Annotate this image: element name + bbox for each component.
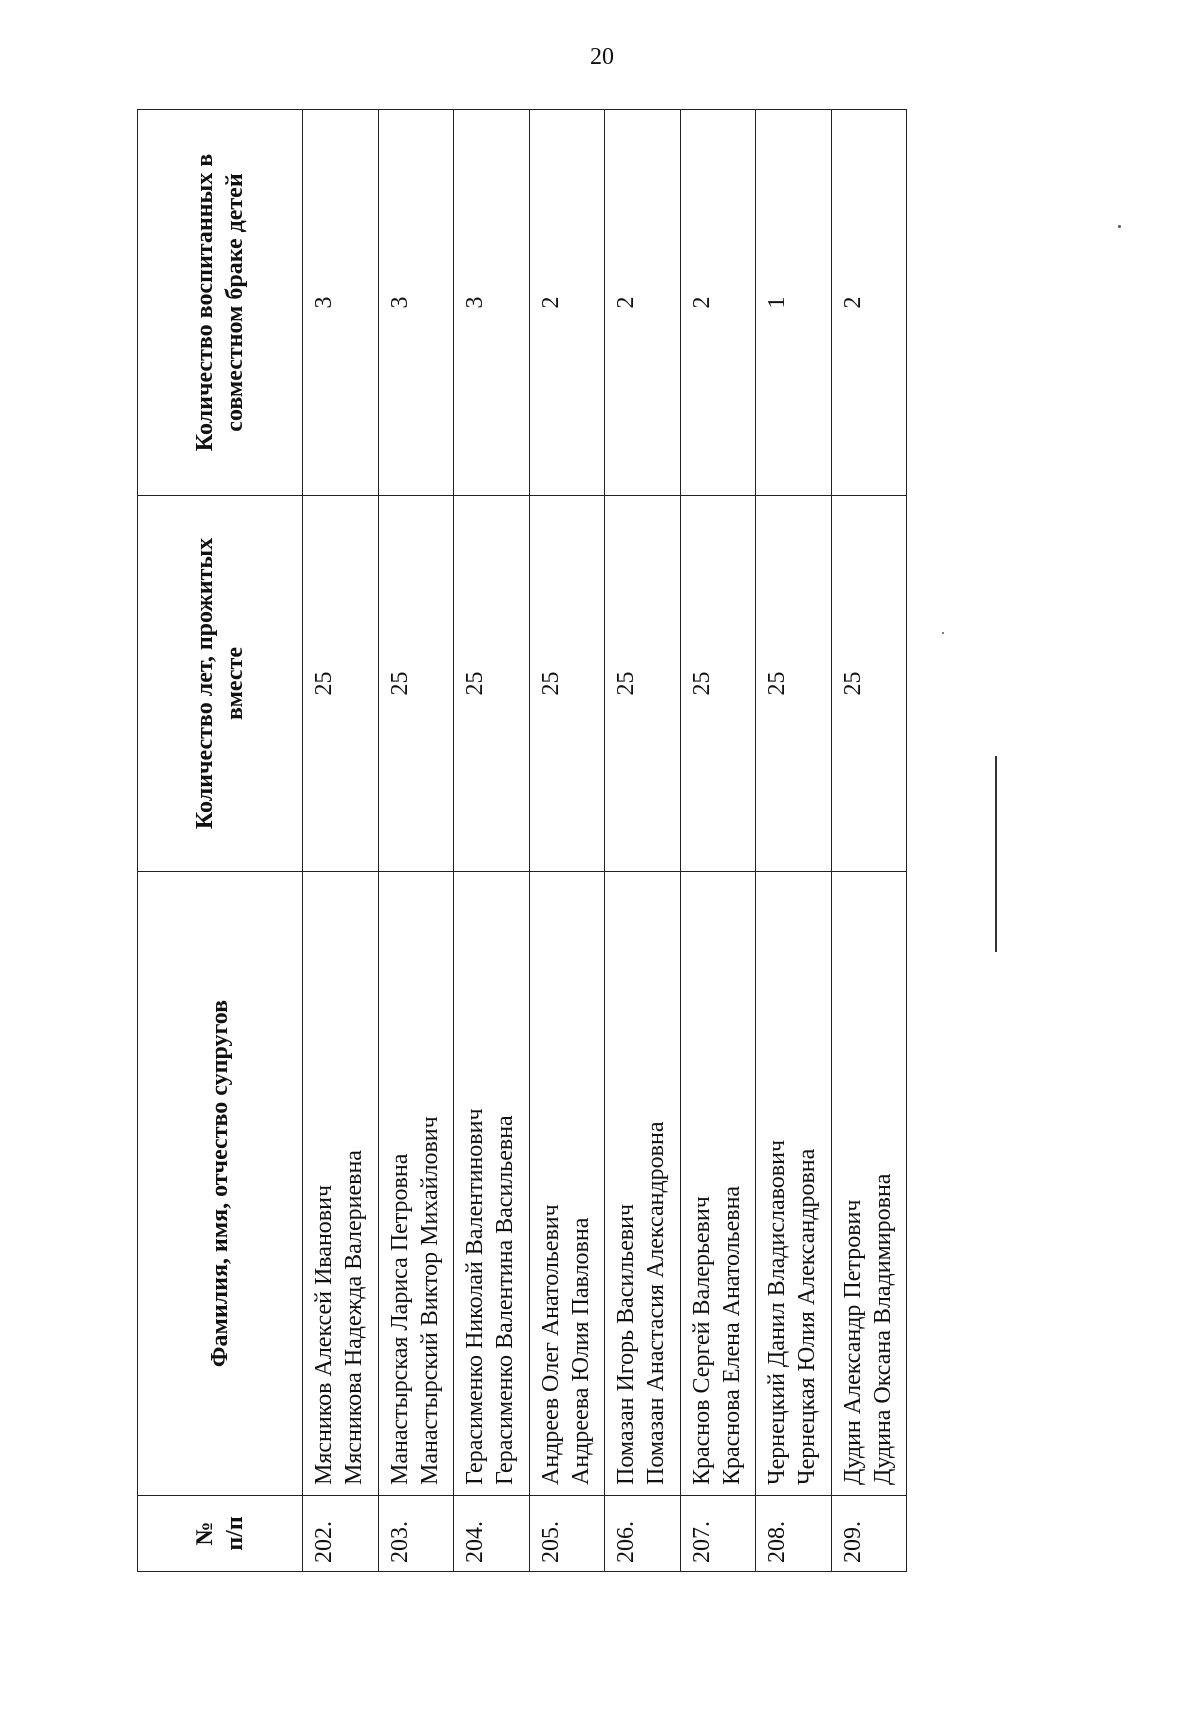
table-row xyxy=(454,110,530,1572)
children-count: 2 xyxy=(605,110,681,496)
spouses-names xyxy=(680,872,756,1496)
children-count: 2 xyxy=(529,110,605,496)
spouse-name: Краснов Сергей Валерьевич xyxy=(688,1196,715,1485)
page-number: 20 xyxy=(590,44,614,70)
table-row xyxy=(831,110,907,1572)
years-together: 25 xyxy=(605,496,681,872)
children-count: 3 xyxy=(378,110,454,496)
row-number: 202. xyxy=(303,1496,379,1572)
row-number: 204. xyxy=(454,1496,530,1572)
spouses-names xyxy=(454,872,530,1496)
spouse-name: Дудина Оксана Владимировна xyxy=(869,1173,896,1485)
header-names: Фамилия, имя, отчество супругов xyxy=(138,872,303,1496)
scan-speck xyxy=(942,632,944,634)
spouse-name: Помазан Игорь Васильевич xyxy=(613,1203,639,1485)
spouses-names xyxy=(529,872,605,1496)
row-number: 207. xyxy=(680,1496,756,1572)
couples-table xyxy=(137,109,907,1572)
children-count: 2 xyxy=(831,110,907,496)
spouse-name: Краснова Елена Анатольевна xyxy=(718,1185,745,1485)
table-row xyxy=(680,110,756,1572)
table-row xyxy=(303,110,379,1572)
row-number: 205. xyxy=(529,1496,605,1572)
years-together: 25 xyxy=(529,496,605,872)
years-together: 25 xyxy=(378,496,454,872)
spouse-name: Помазан Анастасия Александровна xyxy=(643,1121,669,1485)
spouses-names xyxy=(831,872,907,1496)
table-row xyxy=(378,110,454,1572)
scan-speck xyxy=(1118,225,1121,228)
spouses-names xyxy=(303,872,379,1496)
table-row xyxy=(756,110,832,1572)
spouses-names xyxy=(756,872,832,1496)
spouse-name: Герасименко Николай Валентинович xyxy=(462,1108,488,1485)
years-together: 25 xyxy=(756,496,832,872)
spouse-name: Андреев Олег Анатольевич xyxy=(537,1204,564,1485)
header-number: № п/п xyxy=(138,1496,303,1572)
spouse-name: Герасименко Валентина Васильевна xyxy=(492,1115,518,1485)
children-count: 1 xyxy=(756,110,832,496)
row-number: 203. xyxy=(378,1496,454,1572)
spouse-name: Андреева Юлия Павловна xyxy=(567,1217,594,1485)
years-together: 25 xyxy=(680,496,756,872)
table-row xyxy=(529,110,605,1572)
table-row xyxy=(605,110,681,1572)
row-number: 209. xyxy=(831,1496,907,1572)
spouse-name: Мясникова Надежда Валериевна xyxy=(341,1150,367,1485)
children-count: 3 xyxy=(303,110,379,496)
spouse-name: Чернецкая Юлия Александровна xyxy=(794,1148,820,1485)
closing-rule xyxy=(995,756,997,952)
years-together: 25 xyxy=(831,496,907,872)
children-count: 3 xyxy=(454,110,530,496)
header-children: Количество воспитанных в совместном браке детей xyxy=(138,110,303,496)
spouse-name: Мясников Алексей Иванович xyxy=(311,1184,337,1485)
spouses-names xyxy=(605,872,681,1496)
spouse-name: Манастырская Лариса Петровна xyxy=(386,1153,413,1485)
header-row xyxy=(138,110,303,1572)
years-together: 25 xyxy=(454,496,530,872)
years-together: 25 xyxy=(303,496,379,872)
spouse-name: Чернецкий Данил Владиславович xyxy=(764,1139,790,1485)
spouses-names xyxy=(378,872,454,1496)
header-years: Количество лет, прожитых вместе xyxy=(138,496,303,872)
row-number: 206. xyxy=(605,1496,681,1572)
rotated-table-wrapper xyxy=(137,110,907,1572)
spouse-name: Манастырский Виктор Михайлович xyxy=(416,1116,443,1485)
spouse-name: Дудин Александр Петрович xyxy=(839,1199,866,1485)
row-number: 208. xyxy=(756,1496,832,1572)
children-count: 2 xyxy=(680,110,756,496)
